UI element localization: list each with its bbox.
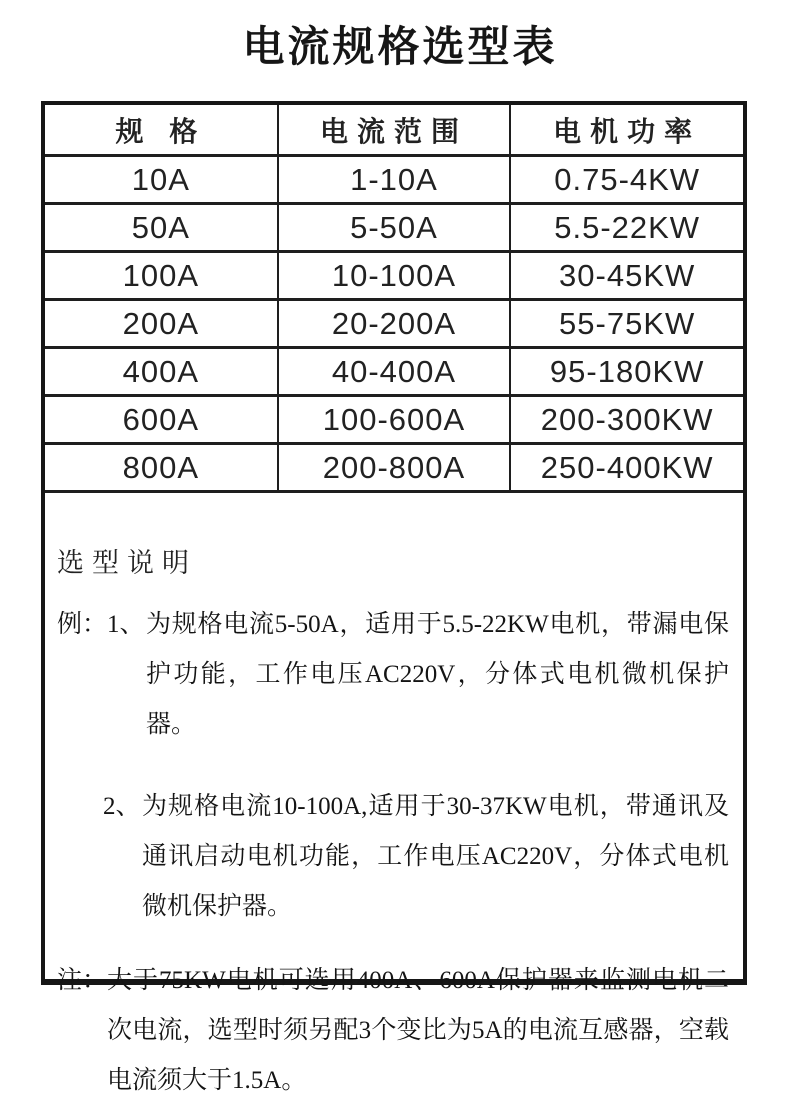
power-cell: 200-300KW: [510, 396, 743, 444]
power-cell: 5.5-22KW: [510, 204, 743, 252]
range-cell: 200-800A: [278, 444, 511, 492]
power-cell: 250-400KW: [510, 444, 743, 492]
header-row: [45, 105, 743, 156]
table-row: [45, 156, 743, 204]
table-row: [45, 444, 743, 492]
table-row: [45, 204, 743, 252]
notes-section: [57, 541, 729, 1106]
example-label: 例：: [57, 611, 108, 638]
footnote-label: 注：: [57, 967, 108, 994]
range-cell: 100-600A: [278, 396, 511, 444]
range-cell: 5-50A: [278, 204, 511, 252]
power-cell: 55-75KW: [510, 300, 743, 348]
footnote-item: [57, 956, 729, 1106]
table-row: [45, 396, 743, 444]
spec-table-header: [45, 105, 743, 156]
spec-cell: 100A: [45, 252, 278, 300]
range-cell: 20-200A: [278, 300, 511, 348]
table-row: [45, 300, 743, 348]
footnote-text: 大于75KW电机可选用400A、600A保护器来监测电机二次电流，选型时须另配3个变比为5A的电流互感器，空载电流须大于1.5A。: [107, 967, 729, 1094]
power-cell: 30-45KW: [510, 252, 743, 300]
example-1-number: 1、: [107, 611, 145, 638]
example-1-text: 为规格电流5-50A，适用于5.5-22KW电机，带漏电保护功能，工作电压AC220V，分体式电机微机保护器。: [146, 611, 729, 738]
col-header-current-range: 电流范围: [278, 105, 511, 156]
example-item-1: [57, 600, 729, 750]
spec-cell: 400A: [45, 348, 278, 396]
spec-cell: 600A: [45, 396, 278, 444]
range-cell: 1-10A: [278, 156, 511, 204]
example-2-text: 为规格电流10-100A,适用于30-37KW电机，带通讯及通讯启动电机功能，工作电压AC220V，分体式电机微机保护器。: [142, 793, 729, 920]
power-cell: 95-180KW: [510, 348, 743, 396]
page-title: 电流规格选型表: [242, 25, 558, 71]
range-cell: 10-100A: [278, 252, 511, 300]
power-cell: 0.75-4KW: [510, 156, 743, 204]
notes-section-title: 选型说明: [57, 548, 197, 578]
spec-cell: 50A: [45, 204, 278, 252]
spec-table: [45, 105, 743, 493]
col-header-motor-power: 电机功率: [510, 105, 743, 156]
table-row: [45, 348, 743, 396]
spec-cell: 800A: [45, 444, 278, 492]
content-box: [41, 101, 747, 1094]
example-2-number: 2、: [103, 793, 141, 820]
col-header-spec: 规 格: [45, 105, 278, 156]
range-cell: 40-400A: [278, 348, 511, 396]
example-item-2: [57, 782, 729, 932]
table-row: [45, 252, 743, 300]
spec-cell: 10A: [45, 156, 278, 204]
spec-table-body: [45, 156, 743, 492]
spec-cell: 200A: [45, 300, 278, 348]
